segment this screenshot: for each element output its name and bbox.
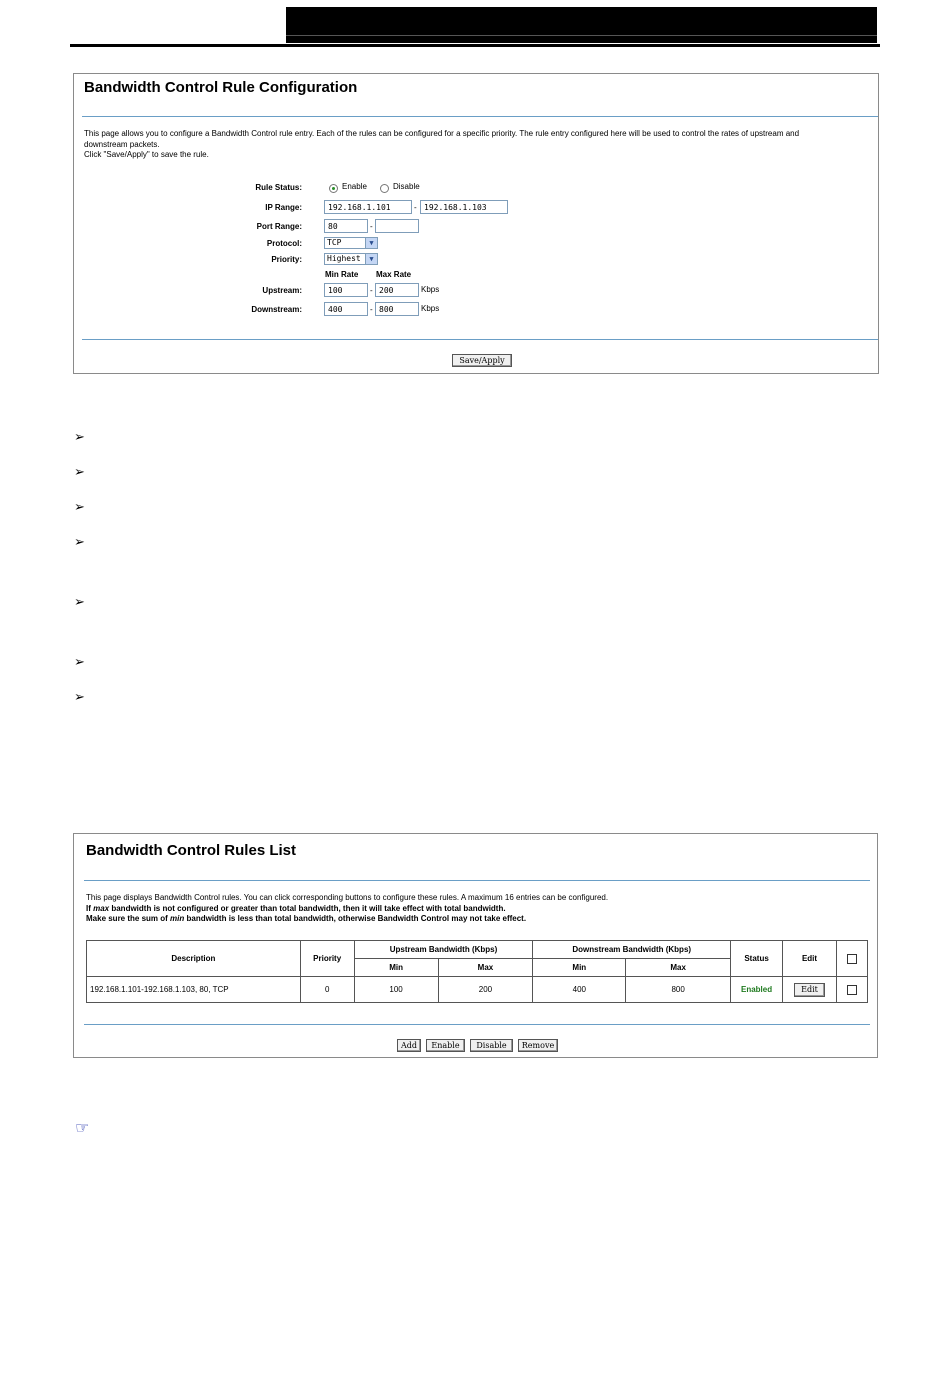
disable-button[interactable]: Disable	[470, 1039, 513, 1052]
bullet-icon: ➢	[74, 655, 85, 670]
bullet-icon: ➢	[74, 595, 85, 610]
max-rate-heading: Max Rate	[376, 270, 412, 279]
upstream-unit: Kbps	[421, 285, 440, 294]
row-select-cell	[836, 977, 867, 1003]
bullet-icon: ➢	[74, 500, 85, 515]
disable-radio-label: Disable	[393, 182, 420, 191]
rules-list-title: Bandwidth Control Rules List	[86, 842, 296, 859]
row-status: Enabled	[731, 977, 783, 1003]
chevron-down-icon: ▼	[365, 254, 377, 264]
select-all-cell	[836, 941, 867, 977]
save-apply-button[interactable]: Save/Apply	[452, 354, 512, 367]
downstream-label: Downstream:	[251, 305, 302, 314]
rule-config-description: This page allows you to configure a Bandwidth Control rule entry. Each of the rules can be configured for a specific priority. The rule entry configured here will be used to control the rates of upstream and downstream packets. Click "Save/Apply" to save the rule.	[84, 129, 800, 159]
min-rate-heading: Min Rate	[325, 270, 359, 279]
col-downstream: Downstream Bandwidth (Kbps)	[533, 941, 731, 959]
protocol-label: Protocol:	[266, 239, 302, 248]
pointing-hand-icon: ☞	[75, 1118, 90, 1137]
select-all-checkbox[interactable]	[847, 954, 857, 964]
rule-config-panel	[73, 73, 879, 374]
row-up-max: 200	[438, 977, 533, 1003]
bullet-icon: ➢	[74, 690, 85, 705]
enable-radio[interactable]	[329, 184, 338, 193]
edit-button[interactable]: Edit	[794, 983, 825, 997]
col-up-min: Min	[354, 959, 438, 977]
col-priority: Priority	[300, 941, 354, 977]
ip-range-dash: -	[414, 203, 417, 212]
col-upstream: Upstream Bandwidth (Kbps)	[354, 941, 533, 959]
header-bar	[286, 7, 877, 43]
col-edit: Edit	[783, 941, 837, 977]
upstream-label: Upstream:	[262, 286, 302, 295]
priority-select[interactable]: Highest ▼	[324, 253, 378, 265]
upstream-dash: -	[370, 286, 373, 295]
port-start-input[interactable]: 80	[324, 219, 368, 233]
bullet-icon: ➢	[74, 465, 85, 480]
table-row	[87, 977, 868, 1003]
priority-label: Priority:	[271, 255, 302, 264]
row-down-max: 800	[626, 977, 731, 1003]
port-range-label: Port Range:	[256, 222, 302, 231]
footer-divider	[82, 339, 878, 340]
footer-divider	[84, 1024, 870, 1025]
col-description: Description	[87, 941, 301, 977]
col-down-max: Max	[626, 959, 731, 977]
upstream-min-input[interactable]: 100	[324, 283, 368, 297]
port-end-input[interactable]	[375, 219, 419, 233]
title-divider	[82, 116, 878, 117]
downstream-dash: -	[370, 305, 373, 314]
ip-end-input[interactable]: 192.168.1.103	[420, 200, 508, 214]
chevron-down-icon: ▼	[365, 238, 377, 248]
row-up-min: 100	[354, 977, 438, 1003]
downstream-min-input[interactable]: 400	[324, 302, 368, 316]
col-up-max: Max	[438, 959, 533, 977]
remove-button[interactable]: Remove	[518, 1039, 558, 1052]
rules-list-description: This page displays Bandwidth Control rules. You can click corresponding buttons to configure these rules. A maximum 16 entries can be configured. If max bandwidth is not configured or greater than total bandwidth, then it will take effect with total bandwidth. Make sure the sum of min bandwidth is less than total bandwidth, otherwise Bandwidth Control may not take effect.	[86, 893, 609, 923]
disable-radio[interactable]	[380, 184, 389, 193]
downstream-unit: Kbps	[421, 304, 440, 313]
enable-radio-label: Enable	[342, 182, 367, 191]
downstream-max-input[interactable]: 800	[375, 302, 419, 316]
col-down-min: Min	[533, 959, 626, 977]
rules-table	[86, 940, 868, 1003]
rule-status-label: Rule Status:	[255, 183, 302, 192]
ip-start-input[interactable]: 192.168.1.101	[324, 200, 412, 214]
row-description: 192.168.1.101-192.168.1.103, 80, TCP	[87, 977, 301, 1003]
port-range-dash: -	[370, 222, 373, 231]
bullet-icon: ➢	[74, 535, 85, 550]
bullet-icon: ➢	[74, 430, 85, 445]
rule-config-title: Bandwidth Control Rule Configuration	[84, 79, 358, 96]
upstream-max-input[interactable]: 200	[375, 283, 419, 297]
ip-range-label: IP Range:	[265, 203, 302, 212]
row-priority: 0	[300, 977, 354, 1003]
col-status: Status	[731, 941, 783, 977]
title-divider	[84, 880, 870, 881]
enable-button[interactable]: Enable	[426, 1039, 465, 1052]
row-edit-cell	[783, 977, 837, 1003]
protocol-select[interactable]: TCP ▼	[324, 237, 378, 249]
add-button[interactable]: Add	[397, 1039, 421, 1052]
row-down-min: 400	[533, 977, 626, 1003]
row-checkbox[interactable]	[847, 985, 857, 995]
header-rule	[70, 44, 880, 47]
